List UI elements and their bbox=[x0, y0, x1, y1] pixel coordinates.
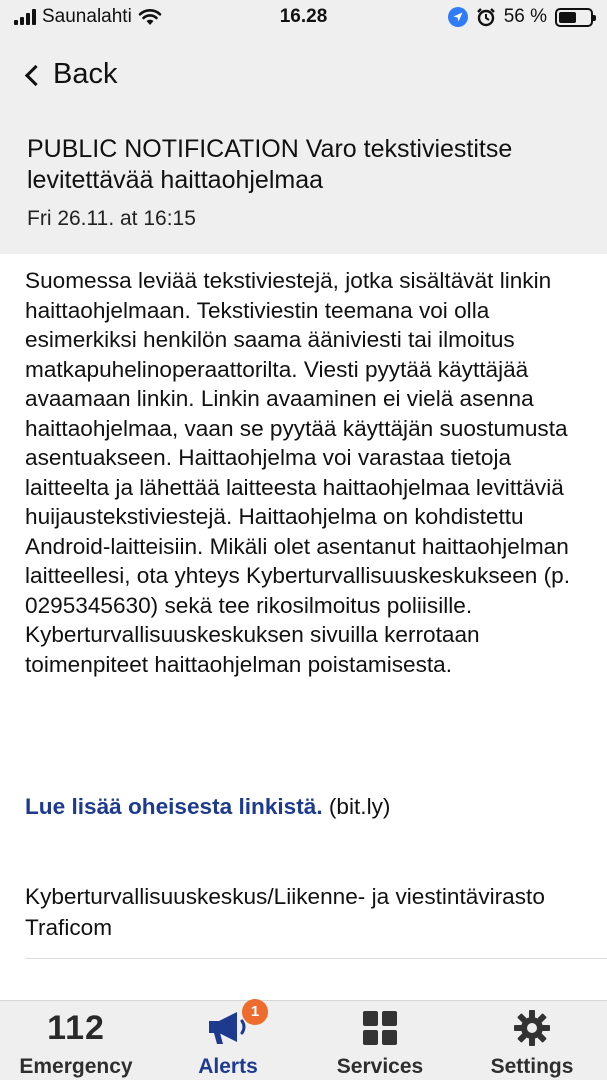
tab-emergency-label: Emergency bbox=[19, 1055, 133, 1078]
tab-bar bbox=[0, 1000, 607, 1080]
tab-settings-label: Settings bbox=[490, 1055, 574, 1078]
tab-emergency[interactable] bbox=[0, 1001, 152, 1080]
status-bar bbox=[0, 0, 607, 34]
status-time: 16.28 bbox=[279, 6, 328, 27]
tab-settings[interactable] bbox=[456, 1001, 607, 1080]
gear-icon bbox=[512, 1008, 552, 1048]
tab-services-label: Services bbox=[336, 1055, 424, 1078]
chevron-left-icon bbox=[25, 65, 46, 86]
battery-level bbox=[559, 12, 576, 23]
tab-services[interactable] bbox=[304, 1001, 456, 1080]
battery-percent: 56 % bbox=[503, 6, 547, 27]
notification-date: Fri 26.11. at 16:15 bbox=[27, 207, 196, 230]
sender-signature: Kyberturvallisuuskeskus/Liikenne- ja viestintävirasto Traficom bbox=[25, 884, 545, 940]
link-domain: (bit.ly) bbox=[328, 794, 391, 819]
notification-body: Suomessa leviää tekstiviestejä, jotka sisältävät linkin haittaohjelmaan. Tekstiviestin teemana voi olla esimerkiksi henkilön saama ääniviesti tai ilmoitus matkapuhelinoperaattorilta. Viesti pyytää käyttäjää avaamaan linkin. Linkin avaaminen ei vielä asenna haittaohjelmaa, vaan se pyytää käyttäjän suostumusta asentuakseen. Haittaohjelma voi varastaa tietoja laitteelta ja lähettää laitteesta haittaohjelmaa levittäviä huijaustekstiviestejä. Haittaohjelma on kohdistettu Android-laitteisiin. Mikäli olet asentanut haittaohjelman laitteellesi, ota yhteys Kyberturvallisuuskeskukseen (p. 0295345630) sekä tee rikosilmoitus poliisille. Kyberturvallisuuskeskuksen sivuilla kerrotaan toimenpiteet haittaohjelman poistamisesta. bbox=[25, 268, 571, 677]
alerts-badge: 1 bbox=[242, 999, 268, 1025]
content-divider bbox=[25, 958, 607, 959]
back-button[interactable] bbox=[28, 58, 117, 91]
carrier-name: Saunalahti bbox=[42, 6, 132, 27]
status-right bbox=[448, 6, 593, 28]
alarm-icon bbox=[476, 7, 496, 27]
read-more-link[interactable]: Lue lisää oheisesta linkistä. bbox=[25, 794, 323, 819]
grid-icon bbox=[361, 1009, 399, 1047]
tab-alerts-label: Alerts bbox=[198, 1055, 258, 1078]
notification-title: PUBLIC NOTIFICATION Varo tekstiviestitse levitettävää haittaohjelmaa bbox=[27, 135, 513, 194]
battery-icon bbox=[555, 8, 593, 27]
read-more-line bbox=[25, 794, 390, 820]
back-label: Back bbox=[53, 58, 118, 90]
location-icon bbox=[448, 7, 468, 27]
tab-alerts[interactable] bbox=[152, 1001, 304, 1080]
emergency-112-icon: 112 bbox=[47, 1008, 105, 1047]
notification-header bbox=[0, 34, 607, 254]
